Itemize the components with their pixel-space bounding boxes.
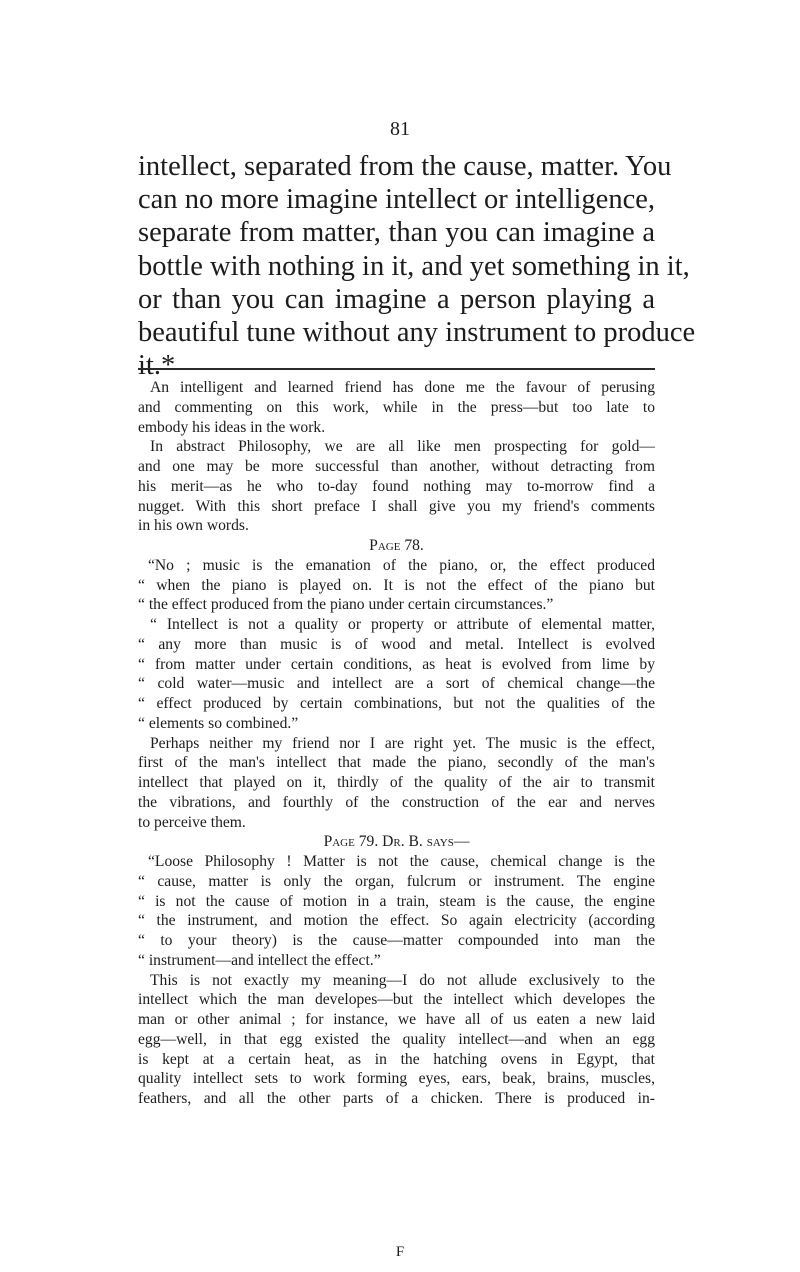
- footnote-heading: Page 78.: [369, 537, 424, 554]
- footnote-line: is kept at a certain heat, as in the hatching ovens in Egypt, that: [138, 1050, 655, 1068]
- main-text-line: or than you can imagine a person playing a: [138, 283, 655, 315]
- footnote-line: egg—well, in that egg existed the quality intellect—and when an egg: [138, 1030, 655, 1048]
- footnote-line: embody his ideas in the work.: [138, 418, 326, 436]
- footnote-line: man or other animal ; for instance, we have all of us eaten a new laid: [138, 1011, 655, 1028]
- footnote-line: “ elements so combined.”: [138, 714, 299, 732]
- footnote-line: intellect which the man developes—but the intellect which developes the: [138, 991, 655, 1009]
- footnote-line: “ cause, matter is only the organ, fulcrum or instrument. The engine: [138, 872, 655, 890]
- footnote-line: An intelligent and learned friend has done me the favour of perusing: [150, 379, 655, 396]
- footnote-line: “ Intellect is not a quality or property or attribute of elemental matter,: [150, 616, 655, 633]
- main-text-line: bottle with nothing in it, and yet something in it,: [138, 250, 690, 282]
- signature-mark: F: [395, 1244, 405, 1260]
- main-paragraph: [138, 150, 696, 382]
- footnote-line: “ is not the cause of motion in a train, steam is the cause, the engine: [138, 892, 655, 910]
- footnote-line: the vibrations, and fourthly of the construction of the ear and nerves: [138, 793, 655, 811]
- main-text-line: beautiful tune without any instrument to produce: [138, 317, 696, 349]
- footnote-line: “ the instrument, and motion the effect. So again electricity (according: [138, 912, 655, 930]
- footnote-line: in his own words.: [138, 517, 249, 535]
- footnote-divider: [138, 368, 655, 370]
- footnote-line: quality intellect sets to work forming eyes, ears, beak, brains, muscles,: [138, 1070, 655, 1088]
- footnote-line: “ cold water—music and intellect are a sort of chemical change—the: [138, 675, 655, 693]
- footnote-line: This is not exactly my meaning—I do not allude exclusively to the: [150, 971, 655, 989]
- footnote-heading: Page 79. Dr. B. says—: [323, 833, 470, 851]
- footnote-line: “ from matter under certain conditions, as heat is evolved from lime by: [138, 655, 655, 673]
- footnote-line: nugget. With this short preface I shall give you my friend's comments: [138, 497, 655, 515]
- main-text-line: can no more imagine intellect or intelligence,: [138, 184, 655, 216]
- footnote-line: and commenting on this work, while in the press—but too late to: [138, 398, 655, 416]
- footnote-line: intellect that played on it, thirdly of the quality of the air to transmit: [138, 774, 655, 791]
- footnote-line: feathers, and all the other parts of a chicken. There is produced in-: [138, 1090, 655, 1107]
- footnote-line: In abstract Philosophy, we are all like men prospecting for gold—: [150, 438, 655, 456]
- footnote-line: “ to your theory) is the cause—matter compounded into man the: [138, 932, 655, 949]
- page-number: 81: [390, 118, 410, 140]
- footnote-line: “No ; music is the emanation of the piano, or, the effect produced: [148, 556, 655, 574]
- footnote-line: and one may be more successful than another, without detracting from: [138, 458, 655, 475]
- main-text-line: separate from matter, than you can imagine a: [138, 217, 655, 249]
- footnote-line: “ the effect produced from the piano under certain circumstances.”: [138, 596, 554, 614]
- main-text-line: intellect, separated from the cause, matter. You: [138, 151, 672, 182]
- footnote-line: “ when the piano is played on. It is not the effect of the piano but: [138, 576, 655, 594]
- footnote-line: “ instrument—and intellect the effect.”: [138, 951, 381, 969]
- footnote-line: Perhaps neither my friend nor I are right yet. The music is the effect,: [150, 734, 655, 752]
- footnote-line: his merit—as he who to-day found nothing may to-morrow find a: [138, 477, 655, 495]
- footnote-line: “ effect produced by certain combinations, but not the qualities of the: [138, 695, 655, 712]
- footnote-line: “ any more than music is of wood and metal. Intellect is evolved: [138, 635, 655, 653]
- footnote-line: first of the man's intellect that made the piano, secondly of the man's: [138, 754, 655, 772]
- footnote-line: to perceive them.: [138, 813, 246, 831]
- main-text-line: it.*: [138, 350, 176, 382]
- footnote-line: “Loose Philosophy ! Matter is not the cause, chemical change is the: [148, 853, 655, 870]
- footnote: [138, 378, 655, 1109]
